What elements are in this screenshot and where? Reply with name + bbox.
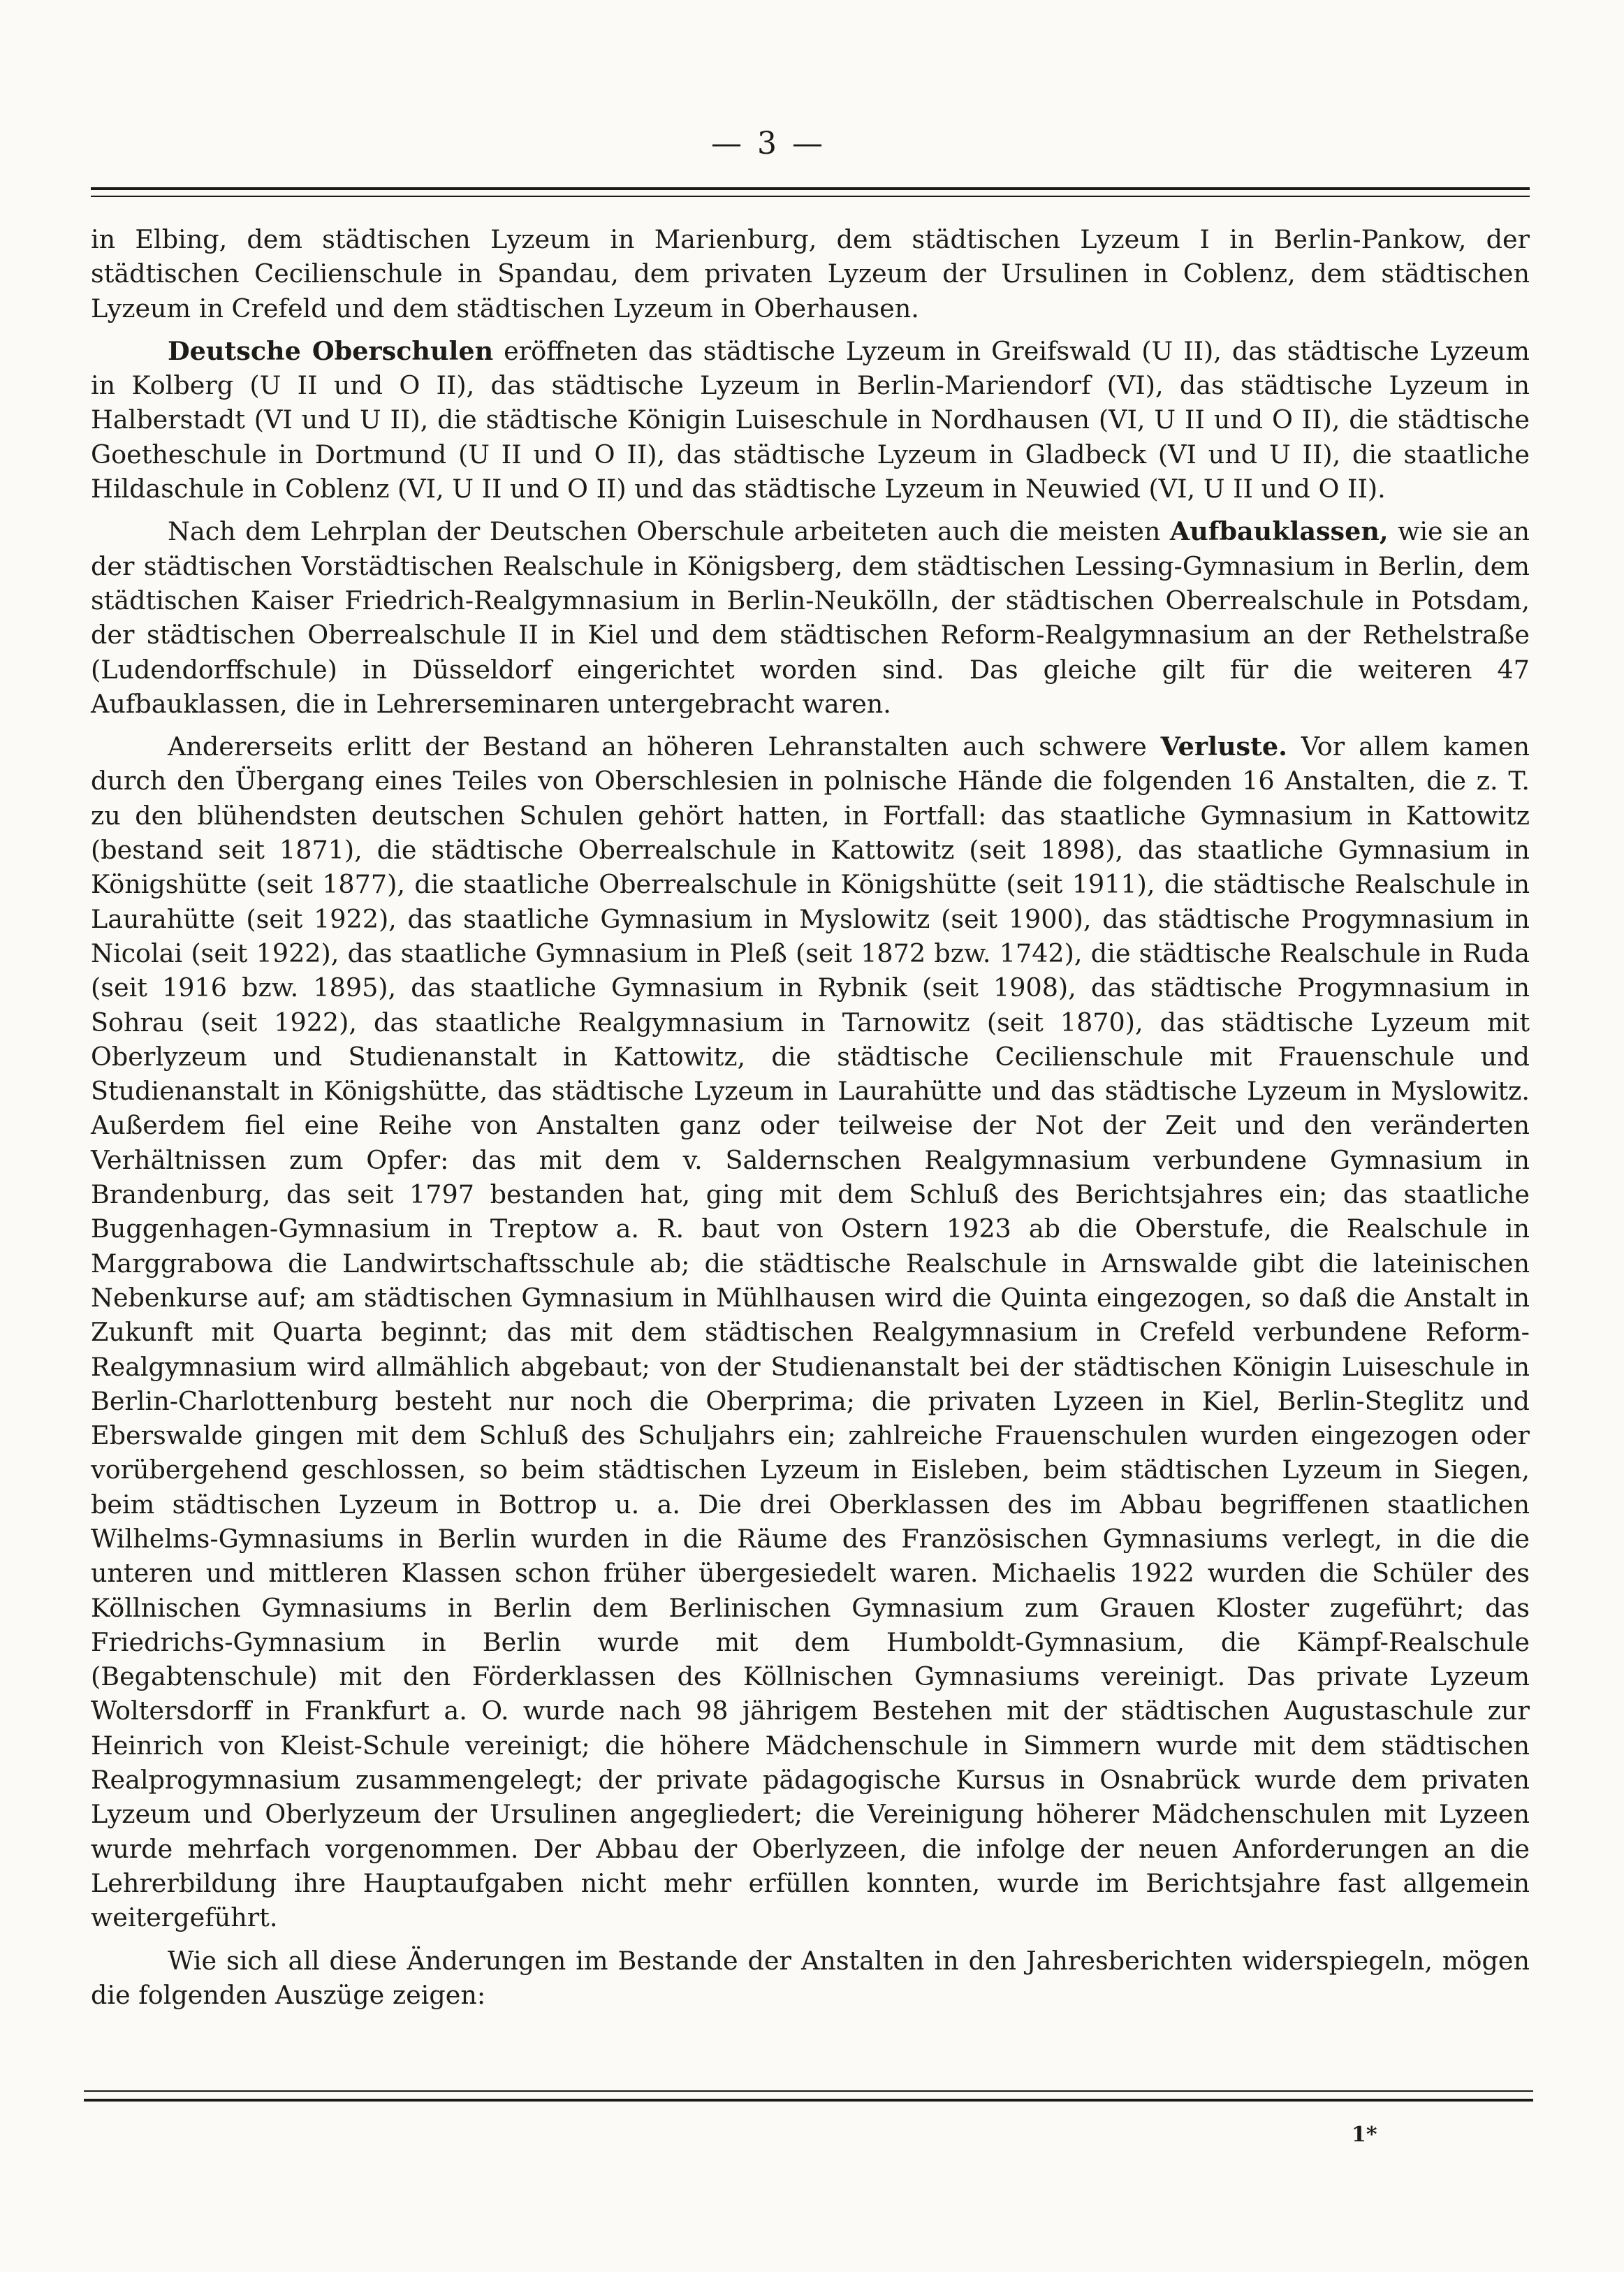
footer-rule-thin [84,2090,1533,2092]
paragraph-3-pre: Nach dem Lehrplan der Deutschen Oberschule arbeiteten auch die meisten [168,516,1170,547]
paragraph-5 [91,1944,1530,2013]
paragraph-1-text: in Elbing, dem städtischen Lyzeum in Marienburg, dem städtischen Lyzeum I in Berlin-Pankow, der städtischen Cecilienschule in Spandau, dem privaten Lyzeum der Ursulinen in Coblenz, dem städtischen Lyzeum in Crefeld und dem städtischen Lyzeum in Oberhausen. [91,224,1530,323]
header-rule-thick [91,187,1530,190]
page-number: — 3 — [711,126,826,161]
paragraph-2-bold-lead: Deutsche Oberschulen [168,335,494,366]
signature-mark: 1* [1352,2122,1377,2147]
paragraph-2 [91,334,1530,506]
header-rule-thin [91,196,1530,197]
paragraph-4 [91,729,1530,1935]
paragraph-4-text: Vor allem kamen durch den Übergang eines Teiles von Oberschlesien in polnische Hände die folgenden 16 Anstalten, die z. T. zu den blühendsten deutschen Schulen gehört hatten, in Fortfall: das staatliche Gymnasium in Kattowitz (bestand seit 1871), die städtische Oberrealschule in Kattowitz (seit 1898), das staatliche Gymnasium in Königshütte (seit 1877), die staatliche Oberrealschule in Königshütte (seit 1911), die städtische Realschule in Laurahütte (seit 1922), das staatliche Gymnasium in Myslowitz (seit 1900), das städtische Progymnasium in Nicolai (seit 1922), das staatliche Gymnasium in Pleß (seit 1872 bzw. 1742), die städtische Realschule in Ruda (seit 1916 bzw. 1895), das staatliche Gymnasium in Rybnik (seit 1908), das städtische Progymnasium in Sohrau (seit 1922), das staatliche Realgymnasium in Tarnowitz (seit 1870), das städtische Lyzeum mit Oberlyzeum und Studienanstalt in Kattowitz, die städtische Cecilienschule mit Frauenschule und Studienanstalt in Königshütte, das städtische Lyzeum in Laurahütte und das städtische Lyzeum in Myslowitz. Außerdem fiel eine Reihe von Anstalten ganz oder teilweise der Not der Zeit und den veränderten Verhältnissen zum Opfer: das mit dem v. Saldernschen Realgymnasium verbundene Gymnasium in Brandenburg, das seit 1797 bestanden hat, ging mit dem Schluß des Berichtsjahres ein; das staatliche Buggenhagen-Gymnasium in Treptow a. R. baut von Ostern 1923 ab die Oberstufe, die Realschule in Marggrabowa die Landwirtschaftsschule ab; die städtische Realschule in Arnswalde gibt die lateinischen Nebenkurse auf; am städtischen Gymnasium in Mühlhausen wird die Quinta eingezogen, so daß die Anstalt in Zukunft mit Quarta beginnt; das mit dem städtischen Realgymnasium in Crefeld verbundene Reform-Realgymnasium wird allmählich abgebaut; von der Studienanstalt bei der städtischen Königin Luiseschule in Berlin-Charlottenburg besteht nur noch die Oberprima; die privaten Lyzeen in Kiel, Berlin-Steglitz und Eberswalde gingen mit dem Schluß des Schuljahrs ein; zahlreiche Frauenschulen wurden eingezogen oder vorübergehend geschlossen, so beim städtischen Lyzeum in Eisleben, beim städtischen Lyzeum in Siegen, beim städtischen Lyzeum in Bottrop u. a. Die drei Oberklassen des im Abbau begriffenen staatlichen Wilhelms-Gymnasiums in Berlin wurden in die Räume des Französischen Gymnasiums verlegt, in die die unteren und mittleren Klassen schon früher übergesiedelt waren. Michaelis 1922 wurden die Schüler des Köllnischen Gymnasiums in Berlin dem Berlinischen Gymnasium zum Grauen Kloster zugeführt; das Friedrichs-Gymnasium in Berlin wurde mit dem Humboldt-Gymnasium, die Kämpf-Realschule (Begabtenschule) mit den Förderklassen des Köllnischen Gymnasiums vereinigt. Das private Lyzeum Woltersdorff in Frankfurt a. O. wurde nach 98 jährigem Bestehen mit der städtischen Augustaschule zur Heinrich von Kleist-Schule vereinigt; die höhere Mädchenschule in Simmern wurde mit dem städtischen Realprogymnasium zusammengelegt; der private pädagogische Kursus in Osnabrück wurde dem privaten Lyzeum und Oberlyzeum der Ursulinen angegliedert; die Vereinigung höherer Mädchenschulen mit Lyzeen wurde mehrfach vorgenommen. Der Abbau der Oberlyzeen, die infolge der neuen Anforderungen an die Lehrerbildung ihre Hauptaufgaben nicht mehr erfüllen konnten, wurde im Berichtsjahre fast allgemein weitergeführt. [91,731,1530,1933]
body-text [91,222,1530,2012]
paragraph-4-bold: Verluste. [1160,731,1287,762]
paragraph-3 [91,514,1530,721]
paragraph-3-text: wie sie an der städtischen Vorstädtischen Realschule in Königsberg, dem städtischen Lessing-Gymnasium in Berlin, dem städtischen Kaiser Friedrich-Realgymnasium in Berlin-Neukölln, der städtischen Oberrealschule in Potsdam, der städtischen Oberrealschule II in Kiel und dem städtischen Reform-Realgymnasium an der Rethelstraße (Ludendorffschule) in Düsseldorf eingerichtet worden sind. Das gleiche gilt für die weiteren 47 Aufbauklassen, die in Lehrerseminaren untergebracht waren. [91,516,1530,719]
footer-rule-thick [84,2099,1533,2102]
paragraph-1 [91,222,1530,326]
paragraph-5-text: Wie sich all diese Änderungen im Bestande der Anstalten in den Jahresberichten widerspiegeln, mögen die folgenden Auszüge zeigen: [91,1945,1530,2010]
paragraph-3-bold: Aufbauklassen, [1169,516,1389,547]
paragraph-2-text: eröffneten das städtische Lyzeum in Greifswald (U II), das städtische Lyzeum in Kolberg (U II und O II), das städtische Lyzeum in Berlin-Mariendorf (VI), das städtische Lyzeum in Halberstadt (VI und U II), die städtische Königin Luiseschule in Nordhausen (VI, U II und O II), die städtische Goetheschule in Dortmund (U II und O II), das städtische Lyzeum in Gladbeck (VI und U II), die staatliche Hildaschule in Coblenz (VI, U II und O II) und das städtische Lyzeum in Neuwied (VI, U II und O II). [91,335,1530,504]
paragraph-4-pre: Andererseits erlitt der Bestand an höheren Lehranstalten auch schwere [168,731,1161,762]
